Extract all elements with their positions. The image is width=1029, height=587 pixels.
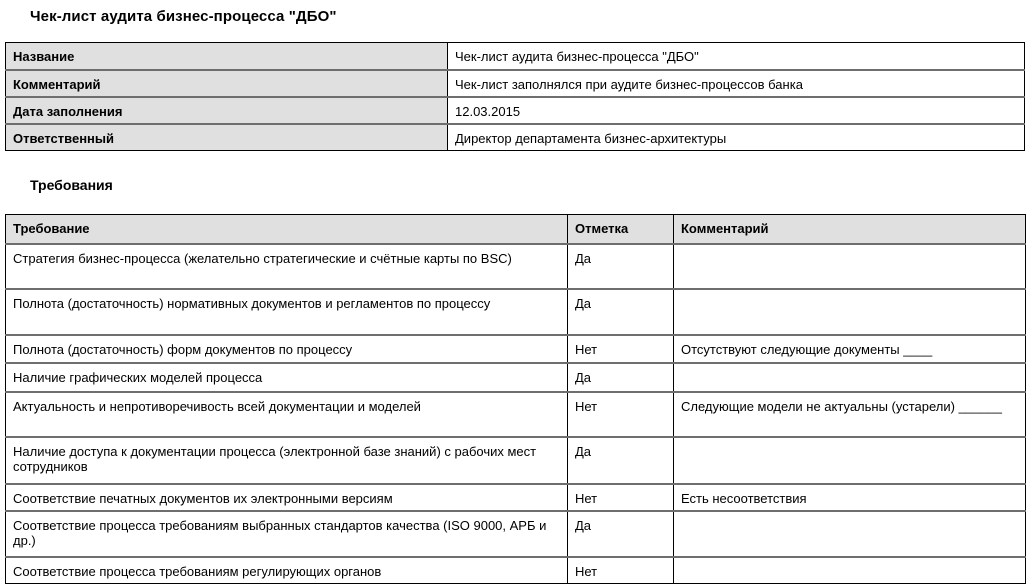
mark-cell: Нет — [568, 392, 674, 437]
info-value: Директор департамента бизнес-архитектуры — [448, 124, 1025, 151]
mark-cell: Да — [568, 363, 674, 392]
comment-cell — [674, 437, 1026, 484]
requirement-cell: Стратегия бизнес-процесса (желательно стратегические и счётные карты по BSC) — [6, 244, 568, 289]
requirement-cell: Соответствие печатных документов их электронными версиям — [6, 484, 568, 511]
document-title: Чек-лист аудита бизнес-процесса "ДБО" — [30, 8, 337, 25]
comment-cell: Есть несоответствия — [674, 484, 1026, 511]
column-header-mark: Отметка — [568, 215, 674, 244]
requirements-header-row — [6, 215, 1026, 244]
column-header-comment: Комментарий — [674, 215, 1026, 244]
requirements-section-title: Требования — [30, 177, 113, 193]
info-table — [5, 42, 1025, 151]
requirement-cell: Полнота (достаточность) нормативных документов и регламентов по процессу — [6, 289, 568, 335]
mark-cell: Да — [568, 289, 674, 335]
mark-cell: Нет — [568, 484, 674, 511]
mark-cell: Нет — [568, 335, 674, 363]
comment-cell — [674, 244, 1026, 289]
table-row — [6, 363, 1026, 392]
table-row — [6, 244, 1026, 289]
comment-cell — [674, 363, 1026, 392]
table-row — [6, 437, 1026, 484]
mark-cell: Да — [568, 511, 674, 557]
comment-cell — [674, 557, 1026, 584]
requirement-cell: Актуальность и непротиворечивость всей документации и моделей — [6, 392, 568, 437]
info-value: Чек-лист заполнялся при аудите бизнес-процессов банка — [448, 70, 1025, 97]
table-row — [6, 511, 1026, 557]
mark-cell: Да — [568, 437, 674, 484]
table-row — [6, 484, 1026, 511]
table-row — [6, 335, 1026, 363]
comment-cell — [674, 289, 1026, 335]
comment-cell: Отсутствуют следующие документы ____ — [674, 335, 1026, 363]
info-label: Название — [6, 43, 448, 70]
requirement-cell: Соответствие процесса требованиям регулирующих органов — [6, 557, 568, 584]
requirement-cell: Наличие графических моделей процесса — [6, 363, 568, 392]
info-row-comment — [6, 70, 1025, 97]
info-row-responsible — [6, 124, 1025, 151]
info-row-name — [6, 43, 1025, 70]
info-row-date — [6, 97, 1025, 124]
requirement-cell: Наличие доступа к документации процесса (электронной базе знаний) с рабочих мест сотрудников — [6, 437, 568, 484]
mark-cell: Да — [568, 244, 674, 289]
column-header-requirement: Требование — [6, 215, 568, 244]
table-row — [6, 557, 1026, 584]
info-label: Комментарий — [6, 70, 448, 97]
info-value: 12.03.2015 — [448, 97, 1025, 124]
comment-cell — [674, 511, 1026, 557]
table-row — [6, 392, 1026, 437]
info-label: Дата заполнения — [6, 97, 448, 124]
requirements-table — [5, 214, 1026, 584]
comment-cell: Следующие модели не актуальны (устарели) ______ — [674, 392, 1026, 437]
info-value: Чек-лист аудита бизнес-процесса "ДБО" — [448, 43, 1025, 70]
mark-cell: Нет — [568, 557, 674, 584]
table-row — [6, 289, 1026, 335]
info-label: Ответственный — [6, 124, 448, 151]
requirement-cell: Соответствие процесса требованиям выбранных стандартов качества (ISO 9000, АРБ и др.) — [6, 511, 568, 557]
requirement-cell: Полнота (достаточность) форм документов по процессу — [6, 335, 568, 363]
